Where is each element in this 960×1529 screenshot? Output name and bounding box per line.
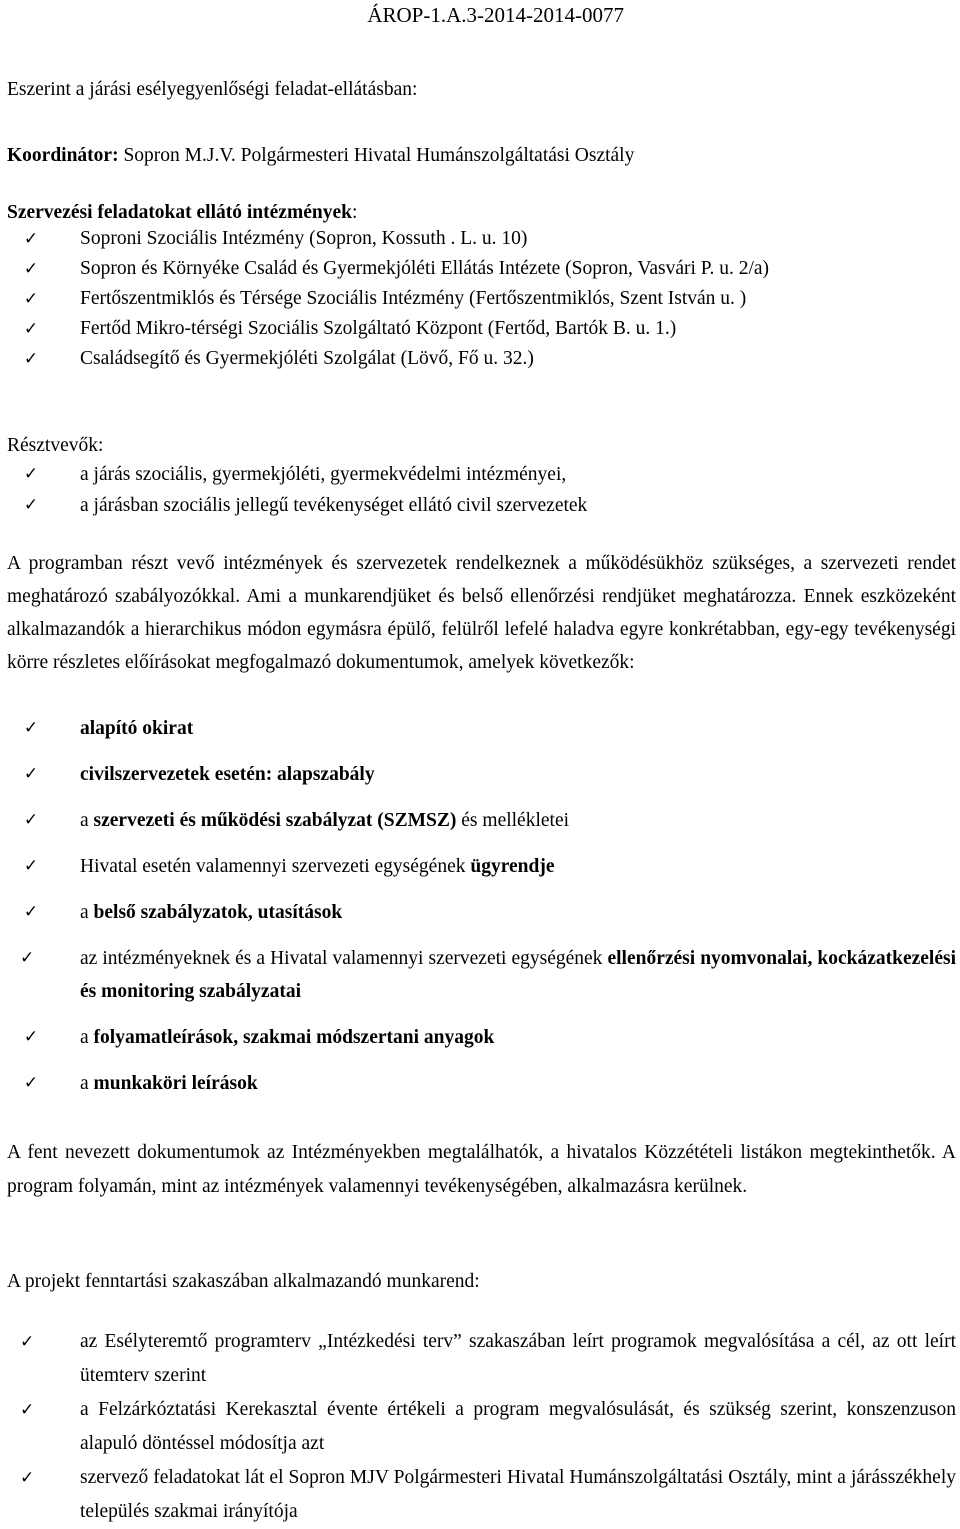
check-icon: ✓ [23,289,39,309]
check-icon: ✓ [23,319,39,339]
list-item: ✓ Soproni Szociális Intézmény (Sopron, Kossuth . L. u. 10) [20,224,956,254]
list-item: ✓ Hivatal esetén valamennyi szervezeti egységének ügyrendje [20,850,956,883]
sustainability-heading: A projekt fenntartási szakaszában alkalmazandó munkarend: [7,1271,480,1292]
list-item: ✓ Fertőszentmiklós és Térsége Szociális Intézmény (Fertőszentmiklós, Szent István u. ) [20,284,956,314]
documents-availability-paragraph: A fent nevezett dokumentumok az Intézményekben megtalálhatók, a hivatalos Közzétételi listákon megtekinthetők. A program folyamán, mint az intézmények valamennyi tevékenységében, alkalmazásra kerülnek. [7,1142,956,1197]
intro-line: Eszerint a járási esélyegyenlőségi feladat-ellátásban: [7,79,418,100]
list-item: ✓ a belső szabályzatok, utasítások [20,896,956,929]
check-icon: ✓ [20,1400,35,1420]
check-icon: ✓ [23,259,39,279]
participants-list [20,459,956,521]
check-icon: ✓ [23,229,39,249]
check-icon: ✓ [23,495,39,515]
coordinator-label: Koordinátor: [7,145,119,166]
list-item: ✓ az Esélyteremtő programterv „Intézkedési terv” szakaszában leírt programok megvalósítása a cél, az ott leírt ütemterv szerint [20,1325,956,1393]
list-item: ✓ a járásban szociális jellegű tevékenységet ellátó civil szervezetek [20,490,956,521]
documents-list [20,712,956,1113]
check-icon: ✓ [23,810,39,830]
check-icon: ✓ [23,464,39,484]
list-item: ✓ a folyamatleírások, szakmai módszertani anyagok [20,1021,956,1054]
list-item: ✓ az intézményeknek és a Hivatal valamennyi szervezeti egységének ellenőrzési nyomvonalai, kockázatkezelési és monitoring szabályzatai [20,942,956,1008]
check-icon: ✓ [23,718,39,738]
list-item: ✓ a Felzárkóztatási Kerekasztal évente értékeli a program megvalósulását, és szükség szerint, konszenzuson alapuló döntéssel módosítja azt [20,1393,956,1461]
check-icon: ✓ [23,1027,39,1047]
participants-heading: Résztvevők: [7,435,104,456]
list-item: ✓ Fertőd Mikro-térségi Szociális Szolgáltató Központ (Fertőd, Bartók B. u. 1.) [20,314,956,344]
check-icon: ✓ [23,764,39,784]
check-icon: ✓ [23,902,39,922]
list-item: ✓ a járás szociális, gyermekjóléti, gyermekvédelmi intézményei, [20,459,956,490]
coordinator-line [7,139,956,172]
check-icon: ✓ [20,948,35,968]
list-item: ✓ Családsegítő és Gyermekjóléti Szolgálat (Lövő, Fő u. 32.) [20,344,956,374]
organizers-colon: : [351,202,358,223]
list-item: ✓ szervező feladatokat lát el Sopron MJV Polgármesteri Hivatal Humánszolgáltatási Osztály, mint a járásszékhely település szakmai irányítója [20,1461,956,1529]
check-icon: ✓ [23,349,39,369]
organizers-label: Szervezési feladatokat ellátó intézmények [7,202,352,223]
list-item: ✓ a munkaköri leírások [20,1067,956,1100]
document-code-header: ÁROP-1.A.3-2014-2014-0077 [367,3,624,27]
check-icon: ✓ [20,1468,35,1488]
check-icon: ✓ [23,856,39,876]
list-item: ✓ Sopron és Környéke Család és Gyermekjóléti Ellátás Intézete (Sopron, Vasvári P. u. 2/a) [20,254,956,284]
list-item: ✓ alapító okirat [20,712,956,745]
coordinator-value: Sopron M.J.V. Polgármesteri Hivatal Humánszolgáltatási Osztály [118,145,635,166]
documents-intro-paragraph: A programban részt vevő intézmények és szervezetek rendelkeznek a működésükhöz szükséges, a szervezeti rendet meghatározó szabályozókkal. Ami a munkarendjüket és belső ellenőrzési rendjüket meghatározza. Ennek eszközeként alkalmazandók a hierarchikus módon egymásra épülő, felülről lefelé haladva egyre konkrétabban, egy-egy tevékenységi körre részletes előírásokat megfogalmazó dokumentumok, amelyek következők: [7,553,956,673]
organizers-list [20,224,956,374]
sustainability-list [20,1325,956,1529]
list-item: ✓ civilszervezetek esetén: alapszabály [20,758,956,791]
check-icon: ✓ [20,1332,35,1352]
check-icon: ✓ [23,1073,39,1093]
list-item: ✓ a szervezeti és működési szabályzat (SZMSZ) és mellékletei [20,804,956,837]
